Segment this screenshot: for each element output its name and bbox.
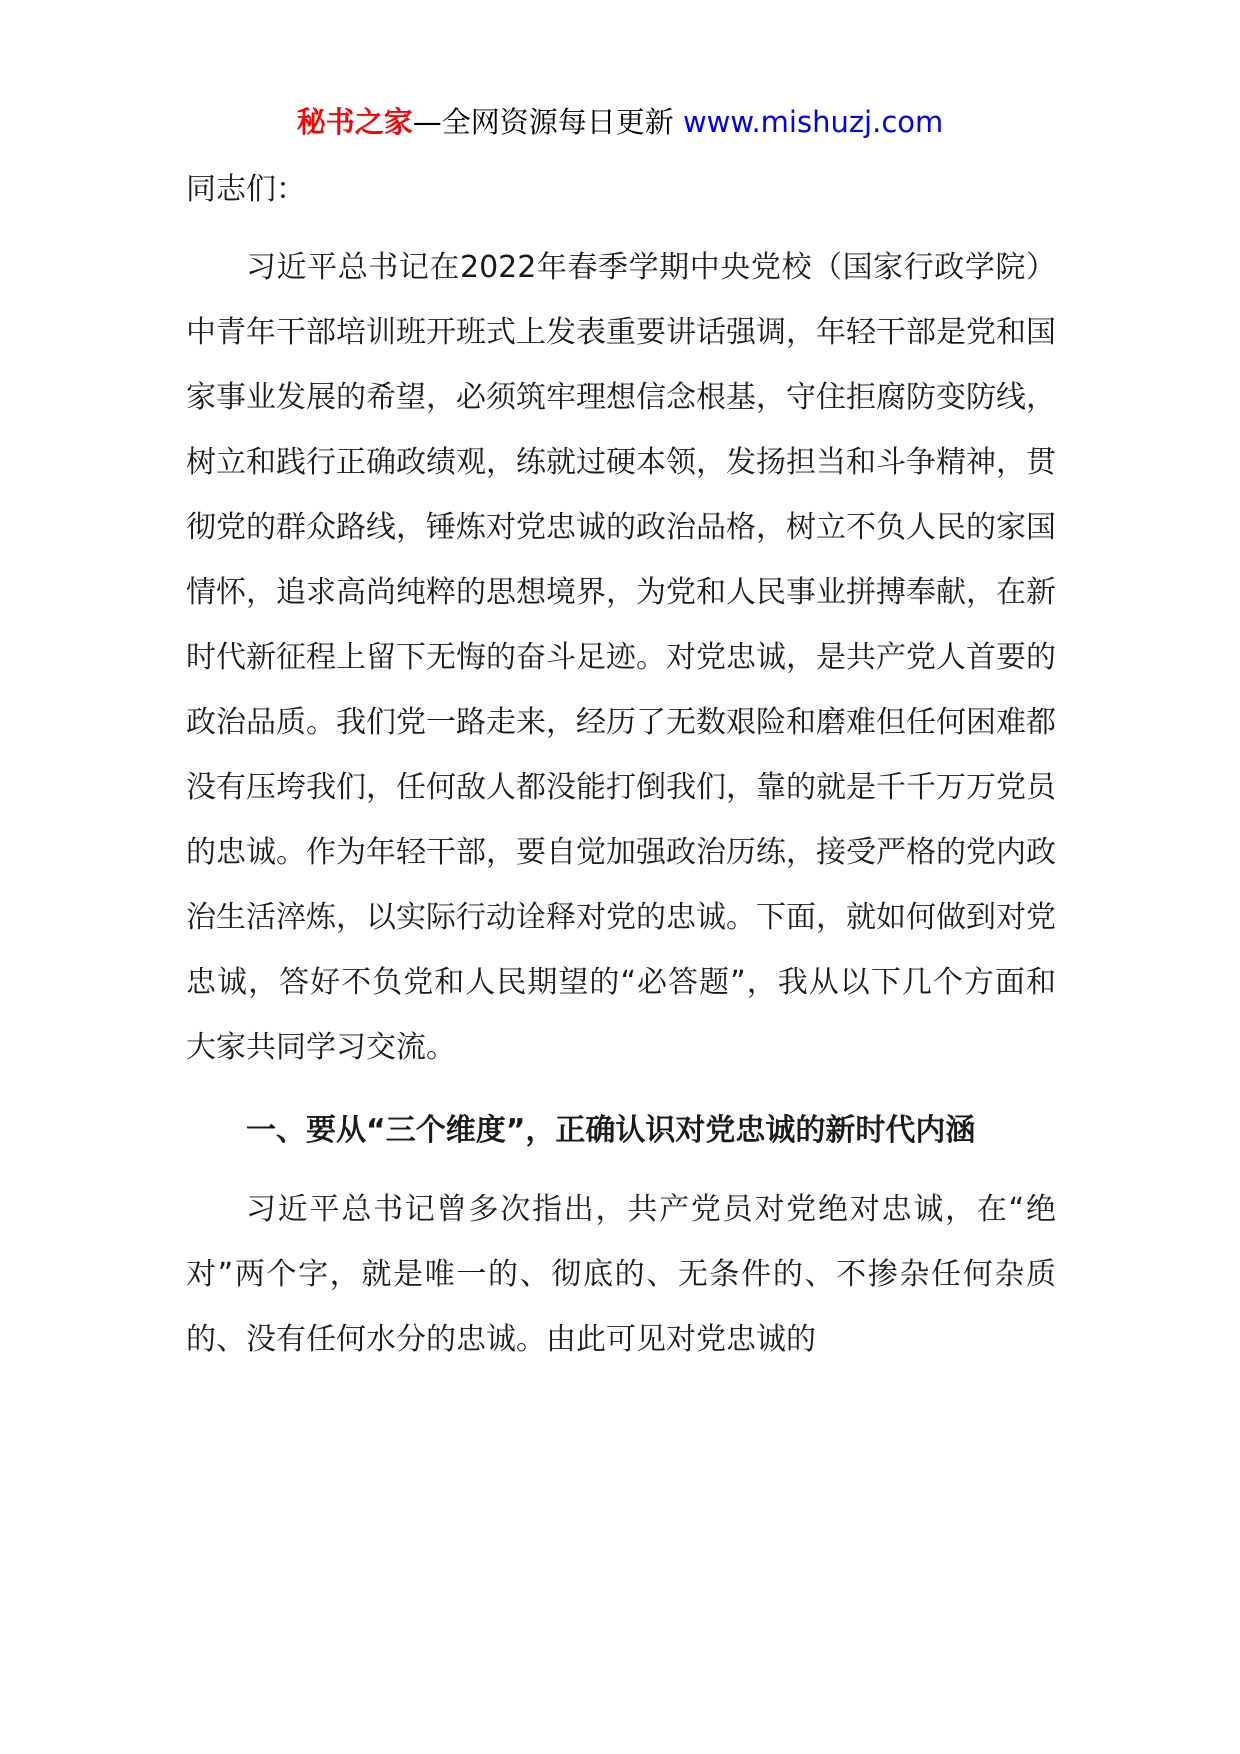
site-url-link[interactable]: www.mishuzj.com bbox=[682, 105, 944, 139]
paragraph-section-1: 习近平总书记曾多次指出，共产党员对党绝对忠诚，在“绝对”两个字，就是唯一的、彻底的、无条件的、不掺杂任何杂质的、没有任何水分的忠诚。由此可见对党忠诚的 bbox=[186, 1192, 1056, 1357]
paragraph-intro: 习近平总书记在2022年春季学期中央党校（国家行政学院）中青年干部培训班开班式上发表重要讲话强调，年轻干部是党和国家事业发展的希望，必须筑牢理想信念根基，守住拒腐防变防线，树立和践行正确政绩观，练就过硬本领，发扬担当和斗争精神，贯彻党的群众路线，锤炼对党忠诚的政治品格，树立不负人民的家国情怀，追求高尚纯粹的思想境界，为党和人民事业拼搏奉献，在新时代新征程上留下无悔的奋斗足迹。对党忠诚，是共产党人首要的政治品质。我们党一路走来，经历了无数艰险和磨难但任何困难都没有压垮我们，任何敌人都没能打倒我们，靠的就是千千万万党员的忠诚。作为年轻干部，要自觉加强政治历练，接受严格的党内政治生活淬炼，以实际行动诠释对党的忠诚。下面，就如何做到对党忠诚，答好不负党和人民期望的“必答题”，我从以下几个方面和大家共同学习交流。 bbox=[186, 250, 1056, 1065]
section-heading-1: 一、要从“三个维度”，正确认识对党忠诚的新时代内涵 bbox=[246, 1113, 976, 1148]
header-tagline: —全网资源每日更新 bbox=[412, 105, 674, 139]
document-body bbox=[186, 157, 1056, 1372]
site-header bbox=[0, 100, 1240, 144]
salutation: 同志们： bbox=[186, 172, 306, 207]
brand-name: 秘书之家 bbox=[296, 105, 413, 139]
